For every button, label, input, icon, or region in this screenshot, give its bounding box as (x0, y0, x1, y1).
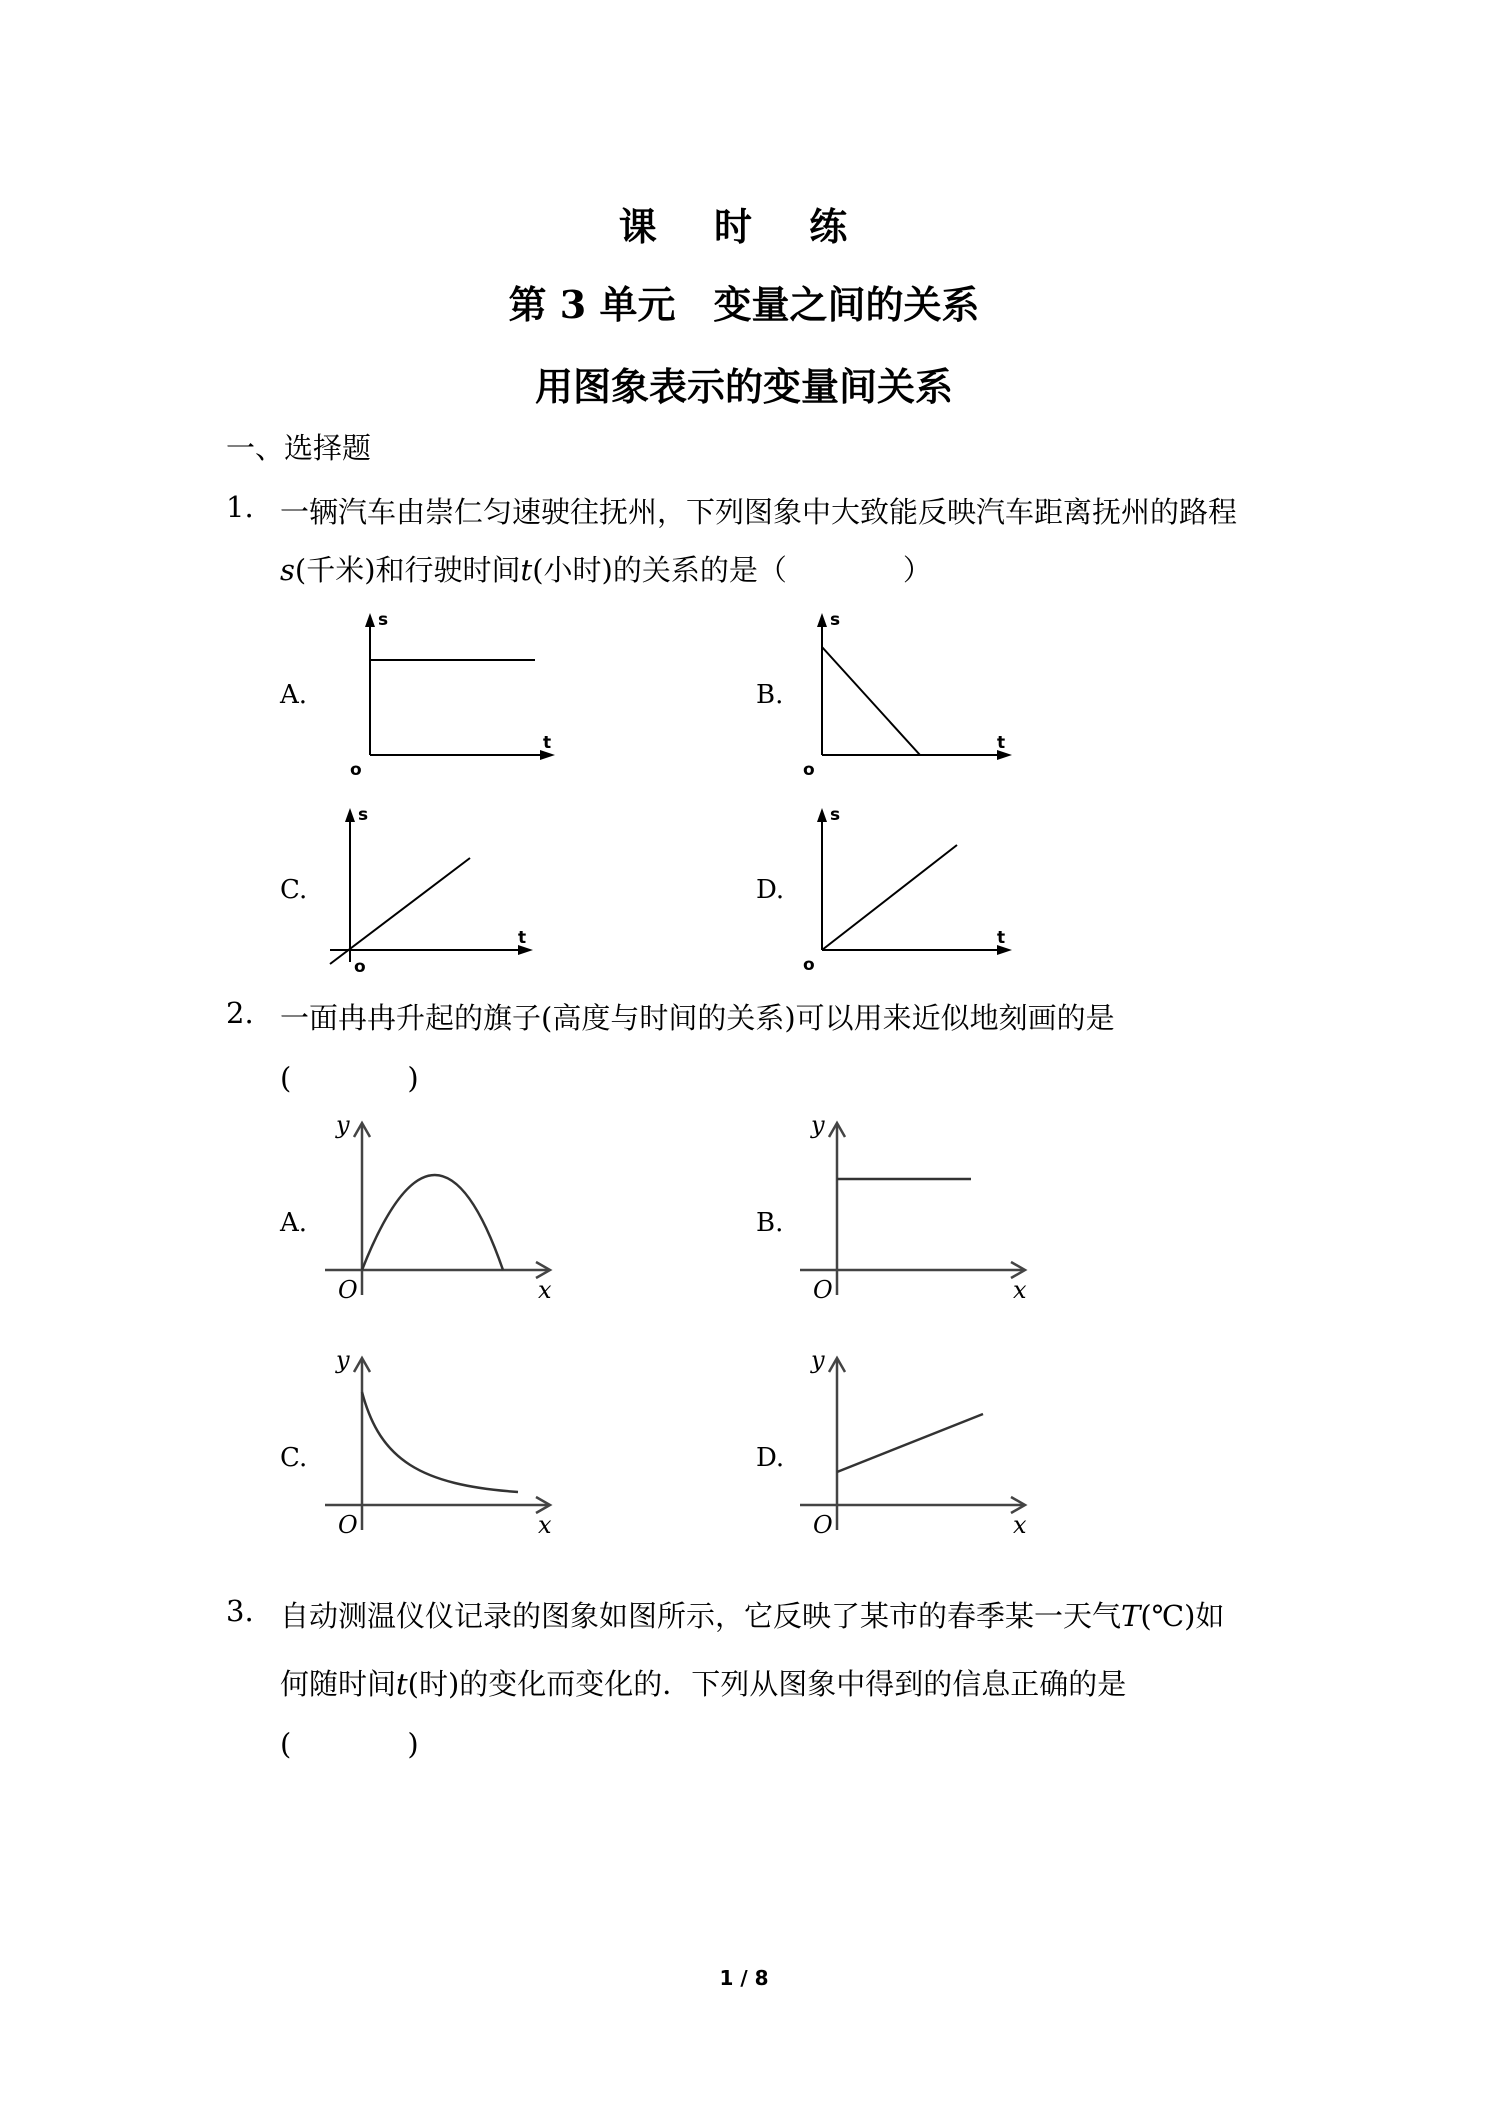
q3-text-b: (℃)如 (1140, 1599, 1225, 1633)
var-T: T (1121, 1599, 1141, 1633)
q1-graph-d (797, 800, 1027, 975)
graph-line (822, 647, 920, 755)
q1-graph-a (340, 605, 570, 780)
x-label: t (997, 928, 1006, 948)
var-t: t (396, 1667, 408, 1701)
q3-text-a: 自动测温仪仪记录的图象如图所示，它反映了某市的春季某一天气 (280, 1599, 1122, 1633)
y-label: y (811, 1111, 825, 1139)
x-label: x (538, 1276, 552, 1304)
y-label: s (830, 610, 841, 630)
x-label: t (997, 733, 1006, 753)
question-3-line2 (280, 1662, 1126, 1703)
q2-graph-b (795, 1111, 1035, 1304)
q1-text-a: (千米)和行驶时间 (294, 553, 521, 587)
q1-option-c-label: C. (280, 875, 308, 905)
x-label: t (543, 733, 552, 753)
q1-option-b-label: B. (756, 680, 784, 710)
origin-label: O (338, 1511, 358, 1539)
lesson-title: 用图象表示的变量间关系 (534, 364, 953, 409)
question-2-line2: ( ) (280, 1061, 419, 1095)
q2-option-b-label: B. (756, 1208, 784, 1238)
section-label: 一、选择题 (226, 431, 372, 465)
x-label: x (1013, 1511, 1027, 1539)
q2-graph-a (320, 1111, 560, 1304)
q1-graph-b (797, 605, 1027, 780)
q2-option-c-label: C. (280, 1443, 308, 1473)
question-3-number: 3. (226, 1594, 254, 1628)
y-label: s (378, 610, 389, 630)
origin-label: o (350, 760, 362, 780)
question-3-line3: ( ) (280, 1727, 419, 1761)
y-arrow (817, 808, 827, 822)
page-title: 课 时 练 (618, 204, 870, 249)
question-2-line1: 一面冉冉升起的旗子(高度与时间的关系)可以用来近似地刻画的是 (280, 1001, 1115, 1035)
q2-option-d-label: D. (756, 1443, 785, 1473)
q1-graph-c (318, 800, 548, 975)
y-label: y (336, 1346, 350, 1374)
var-s: s (280, 553, 295, 587)
question-2-number: 2. (226, 996, 254, 1030)
question-1-number: 1. (226, 490, 254, 524)
origin-label: O (338, 1276, 358, 1304)
x-label: t (518, 928, 527, 948)
origin-label: o (803, 955, 815, 975)
q2-graph-d (795, 1346, 1035, 1539)
graph-curve (362, 1175, 503, 1270)
origin-label: o (803, 760, 815, 780)
question-3-line1 (280, 1594, 1224, 1635)
var-t: t (520, 553, 533, 587)
y-arrow (817, 613, 827, 627)
q2-option-a-label: A. (280, 1208, 308, 1238)
x-label: x (538, 1511, 552, 1539)
q3-text-c: 何随时间 (280, 1667, 397, 1701)
origin-label: O (813, 1511, 833, 1539)
unit-title: 第 3 单元 变量之间的关系 (508, 282, 980, 327)
question-1-line2 (280, 548, 932, 589)
y-label: s (358, 805, 369, 825)
graph-line (837, 1414, 983, 1472)
origin-label: o (354, 957, 366, 977)
origin-label: O (813, 1276, 833, 1304)
q1-option-a-label: A. (280, 680, 308, 710)
q2-graph-c (320, 1346, 560, 1539)
y-label: y (811, 1346, 825, 1374)
graph-curve (362, 1392, 518, 1492)
graph-line (822, 845, 957, 950)
question-1-line1: 一辆汽车由崇仁匀速驶往抚州，下列图象中大致能反映汽车距离抚州的路程 (280, 495, 1238, 529)
y-arrow (345, 808, 355, 822)
q1-text-b: (小时)的关系的是（ ） (532, 553, 932, 587)
y-label: s (830, 805, 841, 825)
x-label: x (1013, 1276, 1027, 1304)
y-label: y (336, 1111, 350, 1139)
page-number: 1 / 8 (719, 1966, 769, 1990)
q1-option-d-label: D. (756, 875, 785, 905)
y-arrow (365, 613, 375, 627)
q3-text-d: (时)的变化而变化的．下列从图象中得到的信息正确的是 (407, 1667, 1127, 1701)
